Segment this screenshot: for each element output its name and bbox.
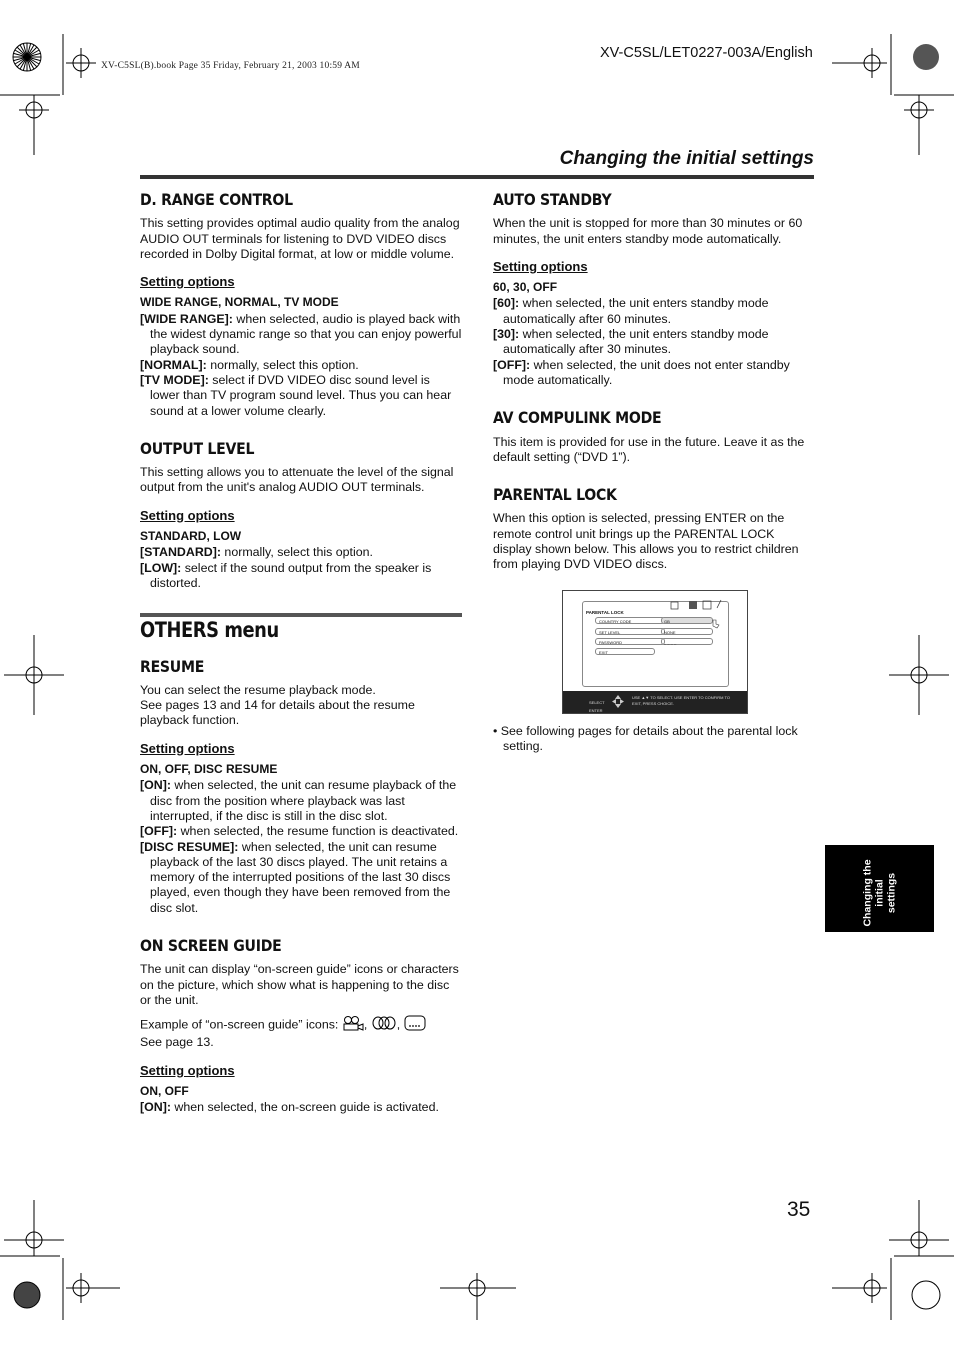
others-menu-heading: OTHERS menu (140, 618, 279, 643)
icon-example-line: Example of “on-screen guide” icons: , , (140, 1015, 462, 1035)
menu-row: PASSWORD (595, 638, 665, 645)
section-side-tab (825, 845, 934, 932)
right-column (493, 192, 815, 754)
section-intro: This item is provided for use in the future. Leave it as the default setting (“DVD 1”). (493, 434, 805, 464)
section-heading: RESUME (140, 656, 205, 676)
setting-options-label: Setting options (140, 507, 235, 523)
section-intro: The unit can display “on-screen guide” icons or characters on the picture, which show what is happening to the disc or the unit. (140, 962, 459, 1007)
option-definition: [ON]: when selected, the unit can resume playback of the disc from the position where playback was last interrupted, if the disc is still in the disc slot. (140, 778, 457, 823)
menu-row: COUNTRY CODE (595, 617, 665, 624)
section-resume (140, 656, 462, 916)
setting-options-label: Setting options (140, 1062, 235, 1078)
section-on-screen-guide (140, 935, 462, 1116)
section-av-compulink-mode (493, 410, 815, 465)
header-rule (140, 175, 814, 179)
options-list: ON, OFF, DISC RESUME (140, 762, 278, 777)
bullet-note: • See following pages for details about the parental lock setting. (493, 723, 798, 753)
subtitle-icon (404, 1015, 426, 1035)
options-list: STANDARD, LOW (140, 529, 242, 544)
section-output-level (140, 438, 462, 591)
document-code: XV-C5SL/LET0227-003A/English (600, 45, 813, 61)
section-heading: AV COMPULINK MODE (493, 408, 662, 428)
section-intro: When this option is selected, pressing ENTER on the remote control unit brings up the PARENTAL LOCK display shown below. This allows you to restrict children from playing DVD VIDEO discs. (493, 511, 799, 572)
camera-angle-icon (342, 1015, 364, 1035)
section-intro: This setting allows you to attenuate the level of the signal output from the unit's analog AUDIO OUT terminals. (140, 465, 454, 495)
menu-value: _ _ _ _ (661, 638, 713, 645)
menu-row: SET LEVEL (595, 628, 665, 635)
section-heading: OUTPUT LEVEL (140, 438, 255, 458)
parental-lock-screen-illustration (562, 590, 748, 714)
section-intro: You can select the resume playback mode. (140, 682, 376, 697)
setting-options-label: Setting options (140, 740, 235, 756)
section-heading: ON SCREEN GUIDE (140, 935, 282, 955)
option-definition: [30]: when selected, the unit enters standby mode automatically after 30 minutes. (493, 327, 769, 357)
parental-lock-panel (582, 601, 729, 687)
options-list: 60, 30, OFF (493, 280, 558, 295)
section-intro: This setting provides optimal audio quality from the analog AUDIO OUT terminals for listening to DVD VIDEO discs recorded in Dolby Digital format, at low or middle volume. (140, 216, 460, 261)
enter-label: ENTER (589, 707, 603, 713)
section-heading: PARENTAL LOCK (493, 485, 617, 505)
menu-value: GB (661, 617, 713, 624)
option-definition: [OFF]: when selected, the resume function is deactivated. (140, 824, 459, 839)
page-number: 35 (787, 1198, 811, 1221)
option-definition: [60]: when selected, the unit enters standby mode automatically after 60 minutes. (493, 296, 769, 326)
section-auto-standby (493, 192, 815, 388)
audio-icon (371, 1015, 397, 1035)
section-intro: When the unit is stopped for more than 30 minutes or 60 minutes, the unit enters standby mode automatically. (493, 216, 803, 246)
option-definition: [NORMAL]: normally, select this option. (140, 357, 359, 372)
section-heading: D. RANGE CONTROL (140, 190, 293, 209)
option-definition: [ON]: when selected, the on-screen guide is activated. (140, 1100, 439, 1115)
option-definition: [TV MODE]: select if DVD VIDEO disc sound level is lower than TV program sound level. Thus you can hear sound at a lower volume clearly. (140, 372, 452, 418)
setting-options-label: Setting options (140, 274, 235, 290)
see-page-note: See page 13. (140, 1035, 214, 1050)
page-header-title: Changing the initial settings (559, 148, 814, 169)
option-definition: [WIDE RANGE]: when selected, audio is played back with the widest dynamic range so that you can enjoy powerful playback sound. (140, 311, 462, 357)
section-d-range-control (140, 192, 462, 419)
book-file-line: XV-C5SL(B).book Page 35 Friday, February 21, 2003 10:59 AM (101, 61, 360, 71)
direction-pad-icon (612, 695, 624, 708)
panel-status-bar (563, 691, 747, 713)
menu-value: NONE (661, 628, 713, 635)
left-column (140, 192, 462, 1138)
menu-tab-icons (659, 599, 729, 611)
options-list: WIDE RANGE, NORMAL, TV MODE (140, 295, 339, 310)
option-definition: [STANDARD]: normally, select this option. (140, 545, 373, 560)
section-intro: See pages 13 and 14 for details about the resume playback function. (140, 698, 415, 728)
instruction-text: USE ▲▼ TO SELECT. USE ENTER TO CONFIRM TO EXIT, PRESS CHOICE. (632, 694, 730, 706)
section-parental-lock (493, 487, 815, 754)
select-label: SELECT (589, 699, 605, 705)
menu-row: EXIT (595, 648, 655, 655)
options-list: ON, OFF (140, 1084, 189, 1099)
hand-cursor-icon (711, 619, 721, 629)
section-heading: AUTO STANDBY (493, 190, 612, 209)
option-definition: [DISC RESUME]: when selected, the unit can resume playback of the last 30 discs played. The unit retains a memory of the interrupted positions of the last 30 discs played, even though they have been removed from the disc slot. (140, 839, 451, 915)
side-tab-label: Changing the initial settings (861, 859, 898, 927)
panel-title: PARENTAL LOCK (586, 609, 624, 615)
option-definition: [LOW]: select if the sound output from the speaker is distorted. (140, 560, 432, 590)
setting-options-label: Setting options (493, 258, 588, 274)
option-definition: [OFF]: when selected, the unit does not enter standby mode automatically. (493, 357, 790, 387)
others-menu-rule (140, 613, 462, 617)
